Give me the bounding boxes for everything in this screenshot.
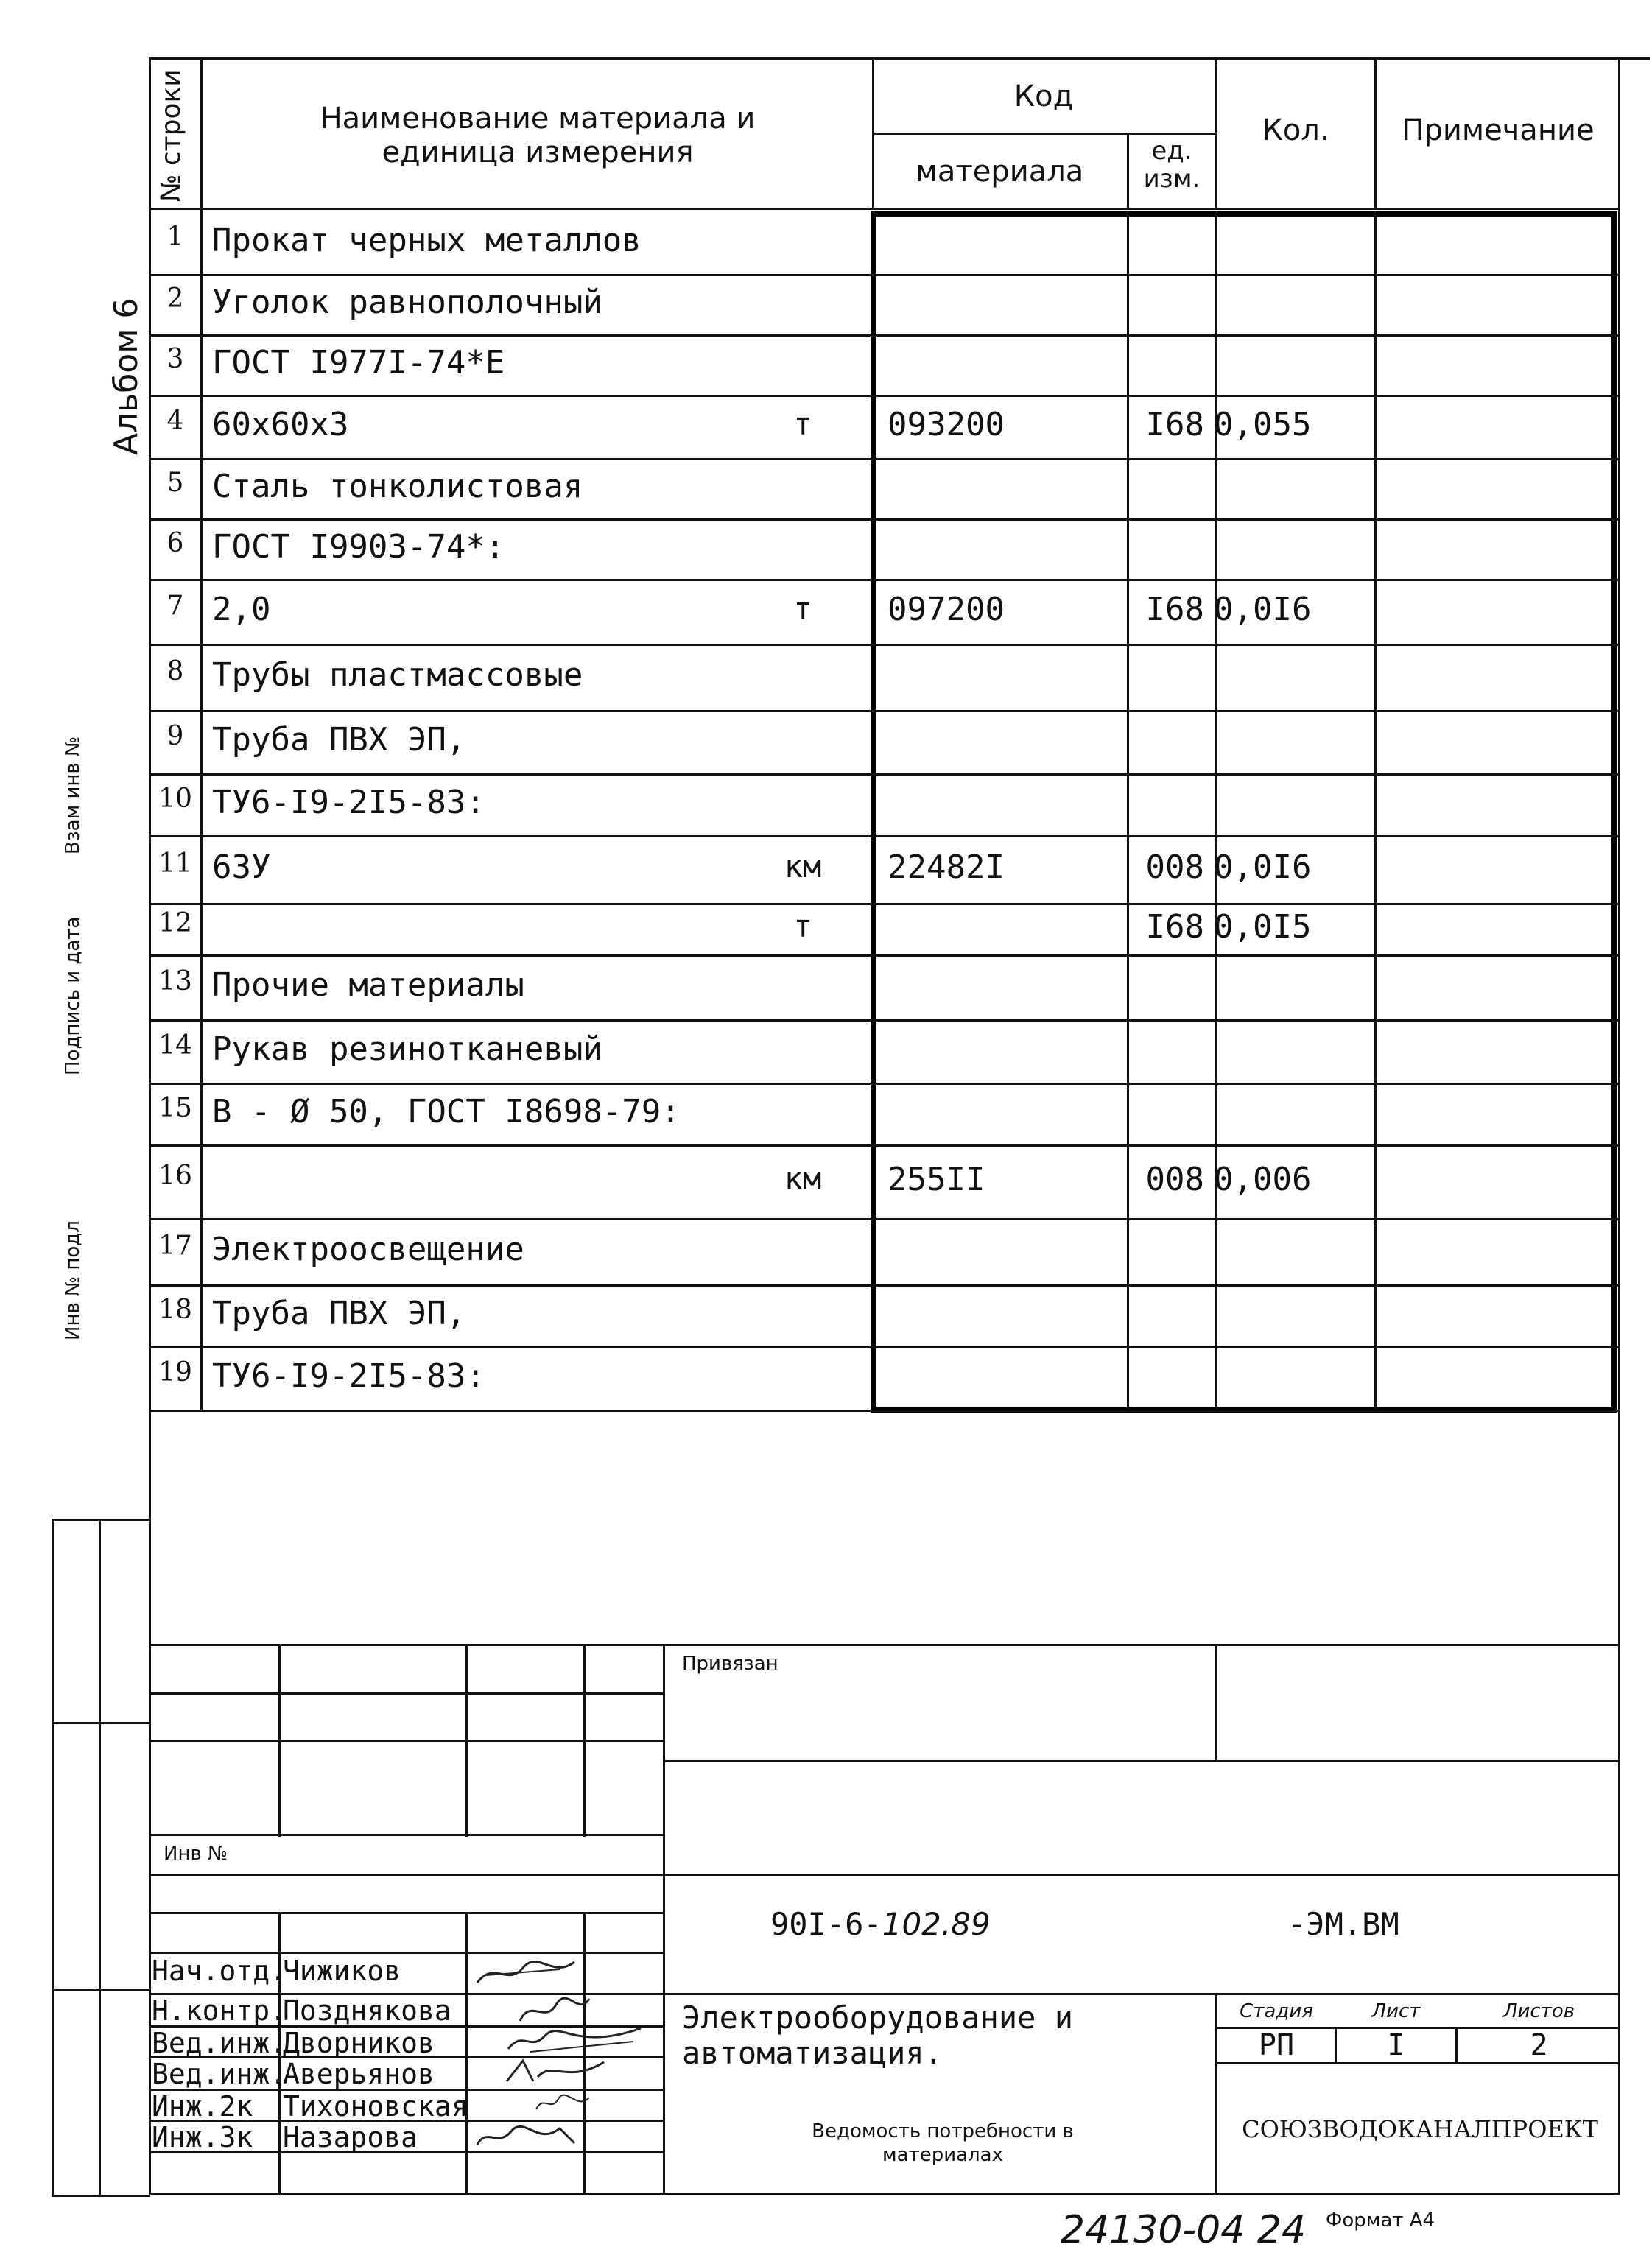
col-line-code-ed xyxy=(1127,211,1129,1411)
material-name: ГОСТ I977I-74*Е xyxy=(212,344,505,381)
material-name: Электроосвещение xyxy=(212,1231,524,1268)
header-bottom-line xyxy=(149,208,1620,210)
staff-name: Назарова xyxy=(283,2121,418,2153)
staff-name: Тихоновская xyxy=(283,2090,468,2123)
col-line-rowno xyxy=(200,57,203,1411)
signature-dvornikov xyxy=(501,2022,648,2058)
vzam-inv-label: Взам инв № xyxy=(62,736,84,854)
signature-chizhikov xyxy=(471,1953,582,1993)
frame-top-extension xyxy=(1613,57,1650,60)
quantity: 0,0I6 xyxy=(1214,848,1312,886)
margin-line xyxy=(52,1989,150,1991)
margin-line xyxy=(52,1722,150,1724)
sheet-label: Лист xyxy=(1371,2000,1421,2022)
tb-col xyxy=(465,1644,468,1837)
unit-code: I68 xyxy=(1145,591,1204,628)
inv-podl-label: Инв № подл xyxy=(62,1220,84,1340)
doc-code-hand: 102.89 xyxy=(882,1906,991,1942)
header-row-no: № строки xyxy=(156,69,186,202)
row-divider xyxy=(149,334,1620,337)
project-title: Электрооборудование и автоматизация. xyxy=(682,2000,1074,2071)
material-name: ГОСТ I9903-74*: xyxy=(212,528,505,566)
document-code-suffix: -ЭМ.ВМ xyxy=(1287,1906,1399,1942)
quantity: 0,0I6 xyxy=(1214,591,1312,628)
album-label: Альбом 6 xyxy=(108,298,145,455)
row-number: 3 xyxy=(166,344,184,374)
row-divider xyxy=(149,1218,1620,1220)
sheets-value: 2 xyxy=(1530,2028,1548,2062)
material-name: Труба ПВХ ЭП, xyxy=(212,1295,466,1332)
signature-tikhonovskaya xyxy=(533,2090,592,2117)
document-code xyxy=(770,1906,991,1942)
material-name: ТУ6-I9-2I5-83: xyxy=(212,784,485,821)
material-code: 255II xyxy=(887,1161,985,1198)
row-number: 2 xyxy=(166,284,184,314)
row-number: 5 xyxy=(166,468,184,498)
tb-line xyxy=(149,1692,664,1695)
staff-role: Нач.отд. xyxy=(152,1955,287,1987)
row-divider xyxy=(149,954,1620,957)
material-code: 22482I xyxy=(887,848,1005,886)
row-divider xyxy=(149,644,1620,646)
material-name: В - Ø 50, ГОСТ I8698-79: xyxy=(212,1093,681,1130)
row-number: 6 xyxy=(166,528,184,558)
material-code: 097200 xyxy=(887,591,1005,628)
unit-of-measure: т xyxy=(793,908,812,944)
archive-number: 24130-04 24 xyxy=(1061,2208,1307,2252)
tb-col xyxy=(465,1912,468,2195)
row-divider xyxy=(149,274,1620,276)
tb-line xyxy=(149,1644,1620,1646)
staff-name: Позднякова xyxy=(283,1994,451,2027)
row-number: 10 xyxy=(158,784,192,814)
row-number: 14 xyxy=(158,1030,192,1061)
staff-role: Инж.3к xyxy=(152,2121,253,2153)
row-divider xyxy=(149,395,1620,397)
signature-averyanov xyxy=(501,2055,611,2087)
staff-role: Инж.2к xyxy=(152,2090,253,2123)
signature-nazarova xyxy=(471,2121,582,2153)
quantity: 0,0I5 xyxy=(1214,908,1312,946)
material-name: 63У xyxy=(212,848,271,886)
sheet-title: Ведомость потребности в материалах xyxy=(812,2120,1074,2166)
header-code-material: материала xyxy=(915,155,1084,189)
margin-line-outer xyxy=(52,1519,54,2196)
organization: СОЮЗВОДОКАНАЛПРОЕКТ xyxy=(1242,2115,1598,2143)
col-line-qty-note xyxy=(1374,211,1377,1411)
header-name: Наименование материала и единица измерения xyxy=(320,102,756,169)
row-divider xyxy=(149,835,1620,837)
row-divider xyxy=(149,1019,1620,1022)
tb-line xyxy=(663,1760,1620,1762)
material-name: Трубы пластмассовые xyxy=(212,656,583,694)
row-number: 16 xyxy=(158,1161,192,1191)
staff-role: Вед.инж. xyxy=(152,2027,287,2059)
unit-code: I68 xyxy=(1145,406,1204,443)
row-number: 8 xyxy=(166,656,184,686)
margin-line xyxy=(52,2195,150,2197)
margin-line-inner xyxy=(99,1519,101,2196)
header-qty: Кол. xyxy=(1262,113,1329,147)
material-name: 2,0 xyxy=(212,591,271,628)
row-number: 15 xyxy=(158,1093,192,1123)
row-number: 1 xyxy=(166,222,184,252)
row-divider xyxy=(149,518,1620,521)
unit-of-measure: км xyxy=(784,848,822,885)
row-divider xyxy=(149,710,1620,712)
table-bottom-line xyxy=(149,1410,1620,1412)
unit-code: 008 xyxy=(1145,848,1204,886)
row-number: 18 xyxy=(158,1295,192,1325)
row-number: 9 xyxy=(166,721,184,751)
sheet-value: I xyxy=(1387,2028,1405,2062)
material-name: Труба ПВХ ЭП, xyxy=(212,721,466,759)
tb-line xyxy=(149,1834,664,1836)
stage-value: РП xyxy=(1258,2028,1295,2062)
tb-col xyxy=(1215,1993,1217,2195)
privyazan-label: Привязан xyxy=(682,1653,778,1675)
stage-label: Стадия xyxy=(1240,2000,1313,2022)
inv-no-label: Инв № xyxy=(164,1843,228,1865)
row-divider xyxy=(149,773,1620,776)
row-divider xyxy=(149,579,1620,581)
col-line-ed-qty xyxy=(1215,211,1217,1411)
header-code: Код xyxy=(1013,80,1074,113)
header-note: Примечание xyxy=(1402,113,1595,147)
tb-line xyxy=(149,1952,664,1954)
tb-line xyxy=(149,1740,664,1742)
unit-of-measure: т xyxy=(793,406,812,442)
staff-name: Чижиков xyxy=(283,1955,401,1987)
sheets-label: Листов xyxy=(1502,2000,1575,2022)
quantity: 0,006 xyxy=(1214,1161,1312,1198)
unit-of-measure: т xyxy=(793,591,812,627)
material-name: Рукав резинотканевый xyxy=(212,1030,602,1068)
staff-role: Н.контр. xyxy=(152,1994,287,2027)
staff-name: Дворников xyxy=(283,2027,435,2059)
material-code: 093200 xyxy=(887,406,1005,443)
row-number: 11 xyxy=(158,848,192,879)
unit-code: I68 xyxy=(1145,908,1204,946)
row-divider xyxy=(149,1144,1620,1147)
row-divider xyxy=(149,1346,1620,1348)
row-number: 12 xyxy=(158,908,192,938)
tb-line xyxy=(1217,2062,1620,2064)
tb-col xyxy=(1215,1644,1217,1762)
format-label: Формат А4 xyxy=(1326,2209,1435,2232)
row-divider xyxy=(149,1083,1620,1085)
unit-of-measure: км xyxy=(784,1161,822,1197)
tb-col xyxy=(663,1644,665,2195)
header-mid-line xyxy=(872,133,1215,135)
row-divider xyxy=(149,458,1620,460)
material-name: Сталь тонколистовая xyxy=(212,468,583,505)
row-divider xyxy=(149,903,1620,905)
podpis-data-label: Подпись и дата xyxy=(62,916,84,1075)
material-name: 60х60х3 xyxy=(212,406,349,443)
row-number: 19 xyxy=(158,1357,192,1388)
material-name: Прокат черных металлов xyxy=(212,222,642,259)
row-number: 13 xyxy=(158,966,192,996)
tb-line xyxy=(149,1874,1620,1876)
row-number: 17 xyxy=(158,1231,192,1261)
unit-code: 008 xyxy=(1145,1161,1204,1198)
quantity: 0,055 xyxy=(1214,406,1312,443)
staff-role: Вед.инж. xyxy=(152,2058,287,2090)
doc-code-prefix: 90I-6- xyxy=(770,1906,882,1942)
margin-line xyxy=(52,1519,150,1521)
row-number: 4 xyxy=(166,406,184,436)
header-code-unit: ед. изм. xyxy=(1143,136,1201,194)
staff-name: Аверьянов xyxy=(283,2058,435,2090)
thick-frame xyxy=(871,211,1617,1413)
tb-col xyxy=(583,1644,586,1837)
tb-col xyxy=(278,1644,281,1837)
tb-line xyxy=(149,1912,664,1914)
material-name: Прочие материалы xyxy=(212,966,524,1004)
material-name: ТУ6-I9-2I5-83: xyxy=(212,1357,485,1395)
row-divider xyxy=(149,1284,1620,1287)
row-number: 7 xyxy=(166,591,184,621)
material-name: Уголок равнополочный xyxy=(212,284,602,321)
